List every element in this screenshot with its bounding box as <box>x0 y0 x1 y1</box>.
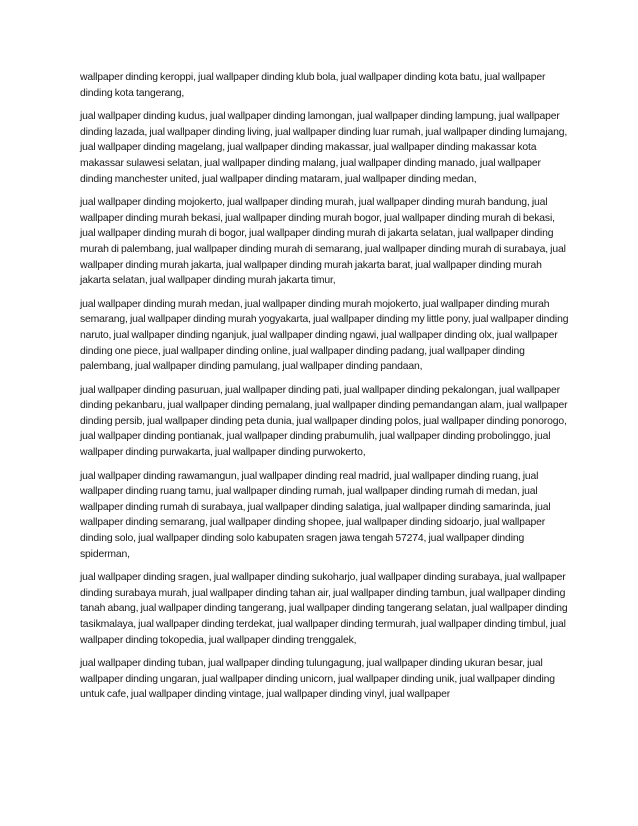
paragraph: jual wallpaper dinding rawamangun, jual wallpaper dinding real madrid, jual wallpaper dinding ruang, jual wallpaper dinding ruang tamu, jual wallpaper dinding rumah, jual wallpaper dinding rumah di medan, jual wallpaper dinding rumah di surabaya, jual wallpaper dinding salatiga, jual wallpaper dinding samarinda, jual wallpaper dinding semarang, jual wallpaper dinding shopee, jual wallpaper dinding sidoarjo, jual wallpaper dinding solo, jual wallpaper dinding solo kabupaten sragen jawa tengah 57274, jual wallpaper dinding spiderman, <box>80 470 551 560</box>
paragraph: jual wallpaper dinding sragen, jual wallpaper dinding sukoharjo, jual wallpaper dinding surabaya, jual wallpaper dinding surabaya murah, jual wallpaper dinding tahan air, jual wallpaper dinding tambun, jual wallpaper dinding tanah abang, jual wallpaper dinding tangerang, jual wallpaper dinding tangerang selatan, jual wallpaper dinding tasikmalaya, jual wallpaper dinding terdekat, jual wallpaper dinding termurah, jual wallpaper dinding timbul, jual wallpaper dinding tokopedia, jual wallpaper dinding trenggalek, <box>80 572 568 646</box>
paragraph: jual wallpaper dinding kudus, jual wallpaper dinding lamongan, jual wallpaper dinding lampung, jual wallpaper dinding lazada, jual wallpaper dinding living, jual wallpaper dinding luar rumah, jual wallpaper dinding lumajang, jual wallpaper dinding magelang, jual wallpaper dinding makassar, jual wallpaper dinding makassar kota makassar sulawesi selatan, jual wallpaper dinding malang, jual wallpaper dinding manado, jual wallpaper dinding manchester united, jual wallpaper dinding mataram, jual wallpaper dinding medan, <box>80 111 568 185</box>
paragraph: jual wallpaper dinding mojokerto, jual wallpaper dinding murah, jual wallpaper dinding murah bandung, jual wallpaper dinding murah bekasi, jual wallpaper dinding murah bogor, jual wallpaper dinding murah di bekasi, jual wallpaper dinding murah di bogor, jual wallpaper dinding murah di jakarta selatan, jual wallpaper dinding murah di palembang, jual wallpaper dinding murah di semarang, jual wallpaper dinding murah di surabaya, jual wallpaper dinding murah jakarta, jual wallpaper dinding murah jakarta barat, jual wallpaper dinding murah jakarta selatan, jual wallpaper dinding murah jakarta timur, <box>80 197 566 287</box>
document-page <box>80 70 570 711</box>
paragraph: jual wallpaper dinding tuban, jual wallpaper dinding tulungagung, jual wallpaper dinding ukuran besar, jual wallpaper dinding ungaran, jual wallpaper dinding unicorn, jual wallpaper dinding unik, jual wallpaper dinding untuk cafe, jual wallpaper dinding vintage, jual wallpaper dinding vinyl, jual wallpaper <box>80 658 555 701</box>
paragraph: jual wallpaper dinding murah medan, jual wallpaper dinding murah mojokerto, jual wallpaper dinding murah semarang, jual wallpaper dinding murah yogyakarta, jual wallpaper dinding my little pony, jual wallpaper dinding naruto, jual wallpaper dinding nganjuk, jual wallpaper dinding ngawi, jual wallpaper dinding olx, jual wallpaper dinding one piece, jual wallpaper dinding online, jual wallpaper dinding padang, jual wallpaper dinding palembang, jual wallpaper dinding pamulang, jual wallpaper dinding pandaan, <box>80 298 569 373</box>
paragraph: wallpaper dinding keroppi, jual wallpaper dinding klub bola, jual wallpaper dinding kota batu, jual wallpaper dinding kota tangerang, <box>80 72 546 99</box>
paragraph: jual wallpaper dinding pasuruan, jual wallpaper dinding pati, jual wallpaper dinding pekalongan, jual wallpaper dinding pekanbaru, jual wallpaper dinding pemalang, jual wallpaper dinding pemandangan alam, jual wallpaper dinding persib, jual wallpaper dinding peta dunia, jual wallpaper dinding polos, jual wallpaper dinding ponorogo, jual wallpaper dinding pontianak, jual wallpaper dinding prabumulih, jual wallpaper dinding probolinggo, jual wallpaper dinding purwakarta, jual wallpaper dinding purwokerto, <box>80 384 568 459</box>
